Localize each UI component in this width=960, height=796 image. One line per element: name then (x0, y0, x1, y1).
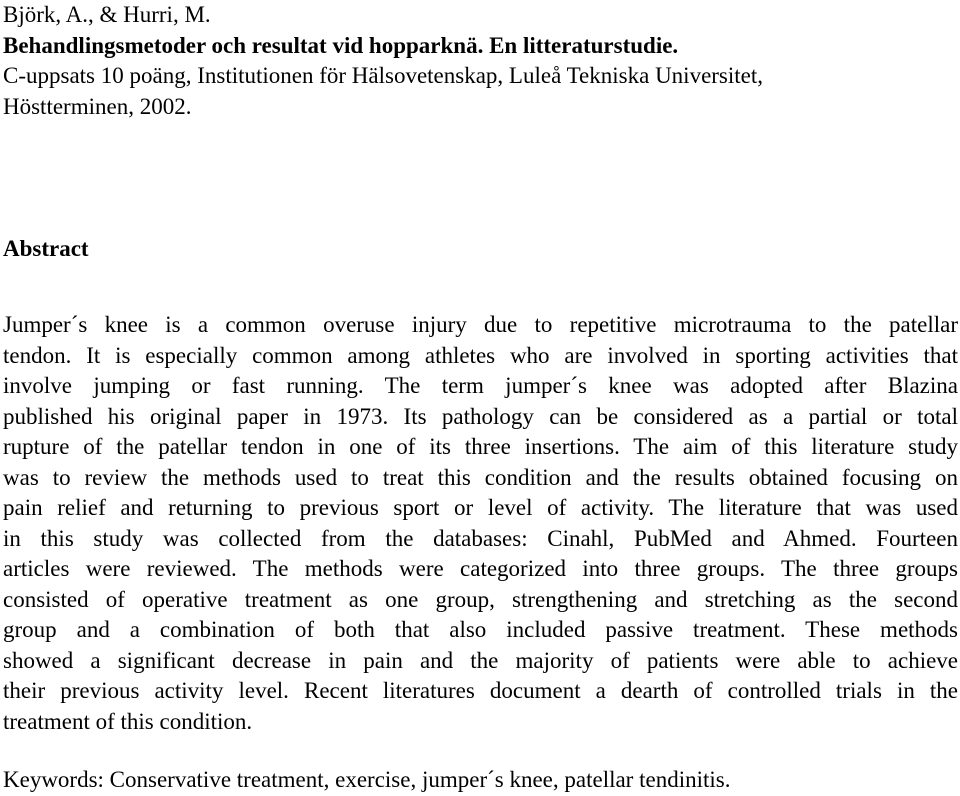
citation-title: Behandlingsmetoder och resultat vid hopparknä. En litteraturstudie. (3, 32, 679, 58)
document-page (3, 0, 958, 792)
citation-publication-line-2: Höstterminen, 2002. (3, 93, 192, 119)
abstract-line: published his original paper in 1973. Its pathology can be considered as a partial or total (3, 403, 958, 429)
abstract-heading: Abstract (3, 236, 89, 261)
citation-publication-line-1: C-uppsats 10 poäng, Institutionen för Hälsovetenskap, Luleå Tekniska Universitet, (3, 63, 764, 88)
abstract-line: was to review the methods used to treat this condition and the results obtained focusing on (3, 464, 958, 490)
citation-authors: Björk, A., & Hurri, M. (3, 2, 211, 27)
abstract-line: their previous activity level. Recent literatures document a dearth of controlled trials in the (3, 678, 958, 703)
abstract-line: articles were reviewed. The methods were categorized into three groups. The three groups (3, 556, 958, 581)
abstract-line: tendon. It is especially common among athletes who are involved in sporting activities that (3, 342, 958, 368)
abstract-line: treatment of this condition. (3, 708, 253, 734)
abstract-line: rupture of the patellar tendon in one of its three insertions. The aim of this literature study (3, 434, 958, 459)
abstract-line: showed a significant decrease in pain and the majority of patients were able to achieve (3, 647, 958, 673)
keywords-line: Keywords: Conservative treatment, exercise, jumper´s knee, patellar tendinitis. (3, 767, 731, 792)
abstract-line: consisted of operative treatment as one group, strengthening and stretching as the second (3, 586, 958, 612)
abstract-line: group and a combination of both that also included passive treatment. These methods (3, 617, 958, 642)
abstract-line: pain relief and returning to previous sport or level of activity. The literature that was used (3, 495, 958, 520)
abstract-line: Jumper´s knee is a common overuse injury due to repetitive microtrauma to the patellar (3, 312, 958, 337)
abstract-body (3, 310, 958, 737)
abstract-line: involve jumping or fast running. The term jumper´s knee was adopted after Blazina (3, 373, 958, 398)
abstract-line: in this study was collected from the databases: Cinahl, PubMed and Ahmed. Fourteen (3, 525, 958, 551)
